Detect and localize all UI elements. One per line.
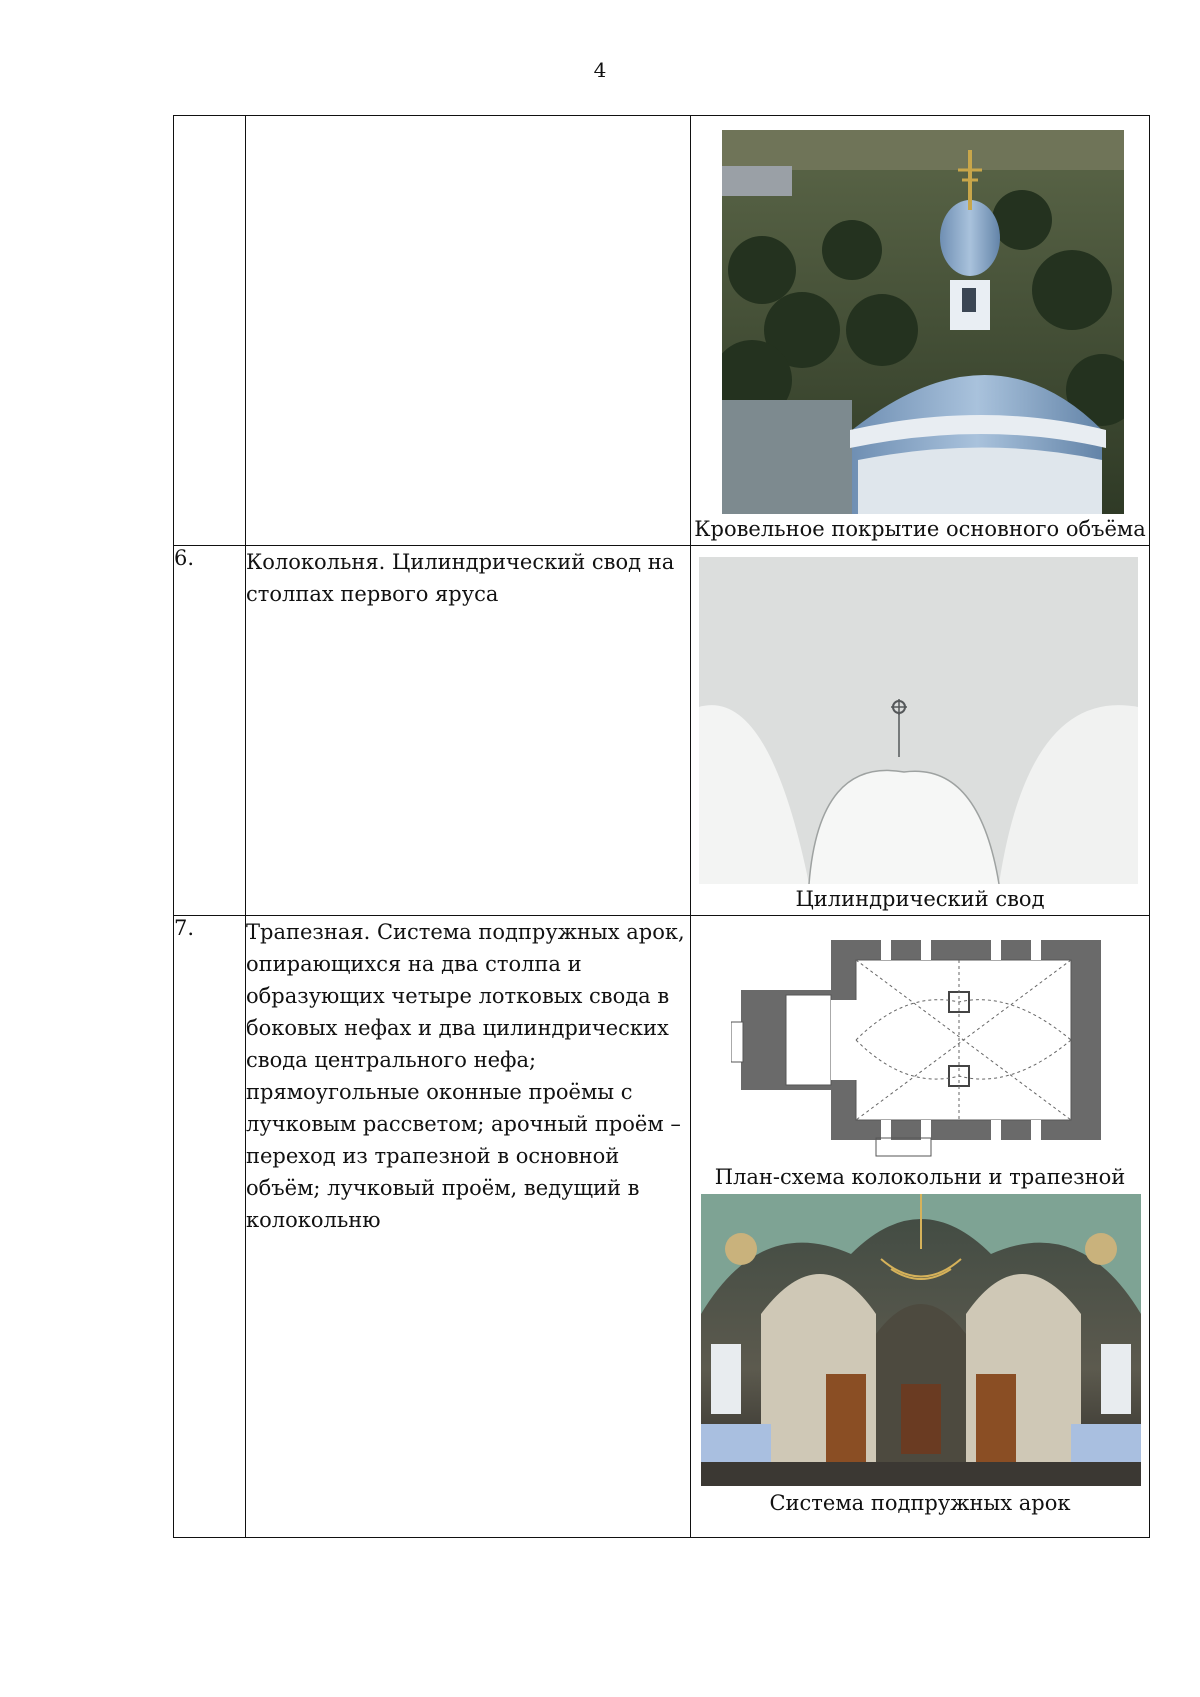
dome-roof-photo [722, 130, 1124, 514]
row-number [174, 116, 246, 546]
row-number: 6. [174, 546, 246, 916]
image-caption: План-схема колокольни и трапезной [714, 1165, 1126, 1189]
elements-table [173, 115, 1150, 1538]
image-caption: Система подпружных арок [769, 1491, 1071, 1515]
table-row [174, 116, 1150, 546]
row-description: Трапезная. Система подпружных арок, опирающихся на два столпа и образующих четыре лотковых свода в боковых нефах и два цилиндрических свода центрального нефа; прямоугольные оконные проёмы с лучковым рассветом; арочный проём – переход из трапезной в основной объём; лучковый проём, ведущий в колокольню [246, 916, 691, 1538]
floor-plan-diagram [731, 930, 1111, 1162]
cylindrical-vault-photo [699, 557, 1138, 884]
page-number: 4 [593, 58, 607, 82]
row-images [691, 116, 1150, 546]
interior-arches-photo [701, 1194, 1141, 1486]
row-images [691, 916, 1150, 1538]
row-description: Колокольня. Цилиндрический свод на столпах первого яруса [246, 546, 691, 916]
image-caption: Цилиндрический свод [795, 887, 1045, 911]
row-description [246, 116, 691, 546]
table-row [174, 916, 1150, 1538]
row-number: 7. [174, 916, 246, 1538]
image-caption: Кровельное покрытие основного объёма [694, 517, 1146, 541]
table-row [174, 546, 1150, 916]
row-images [691, 546, 1150, 916]
